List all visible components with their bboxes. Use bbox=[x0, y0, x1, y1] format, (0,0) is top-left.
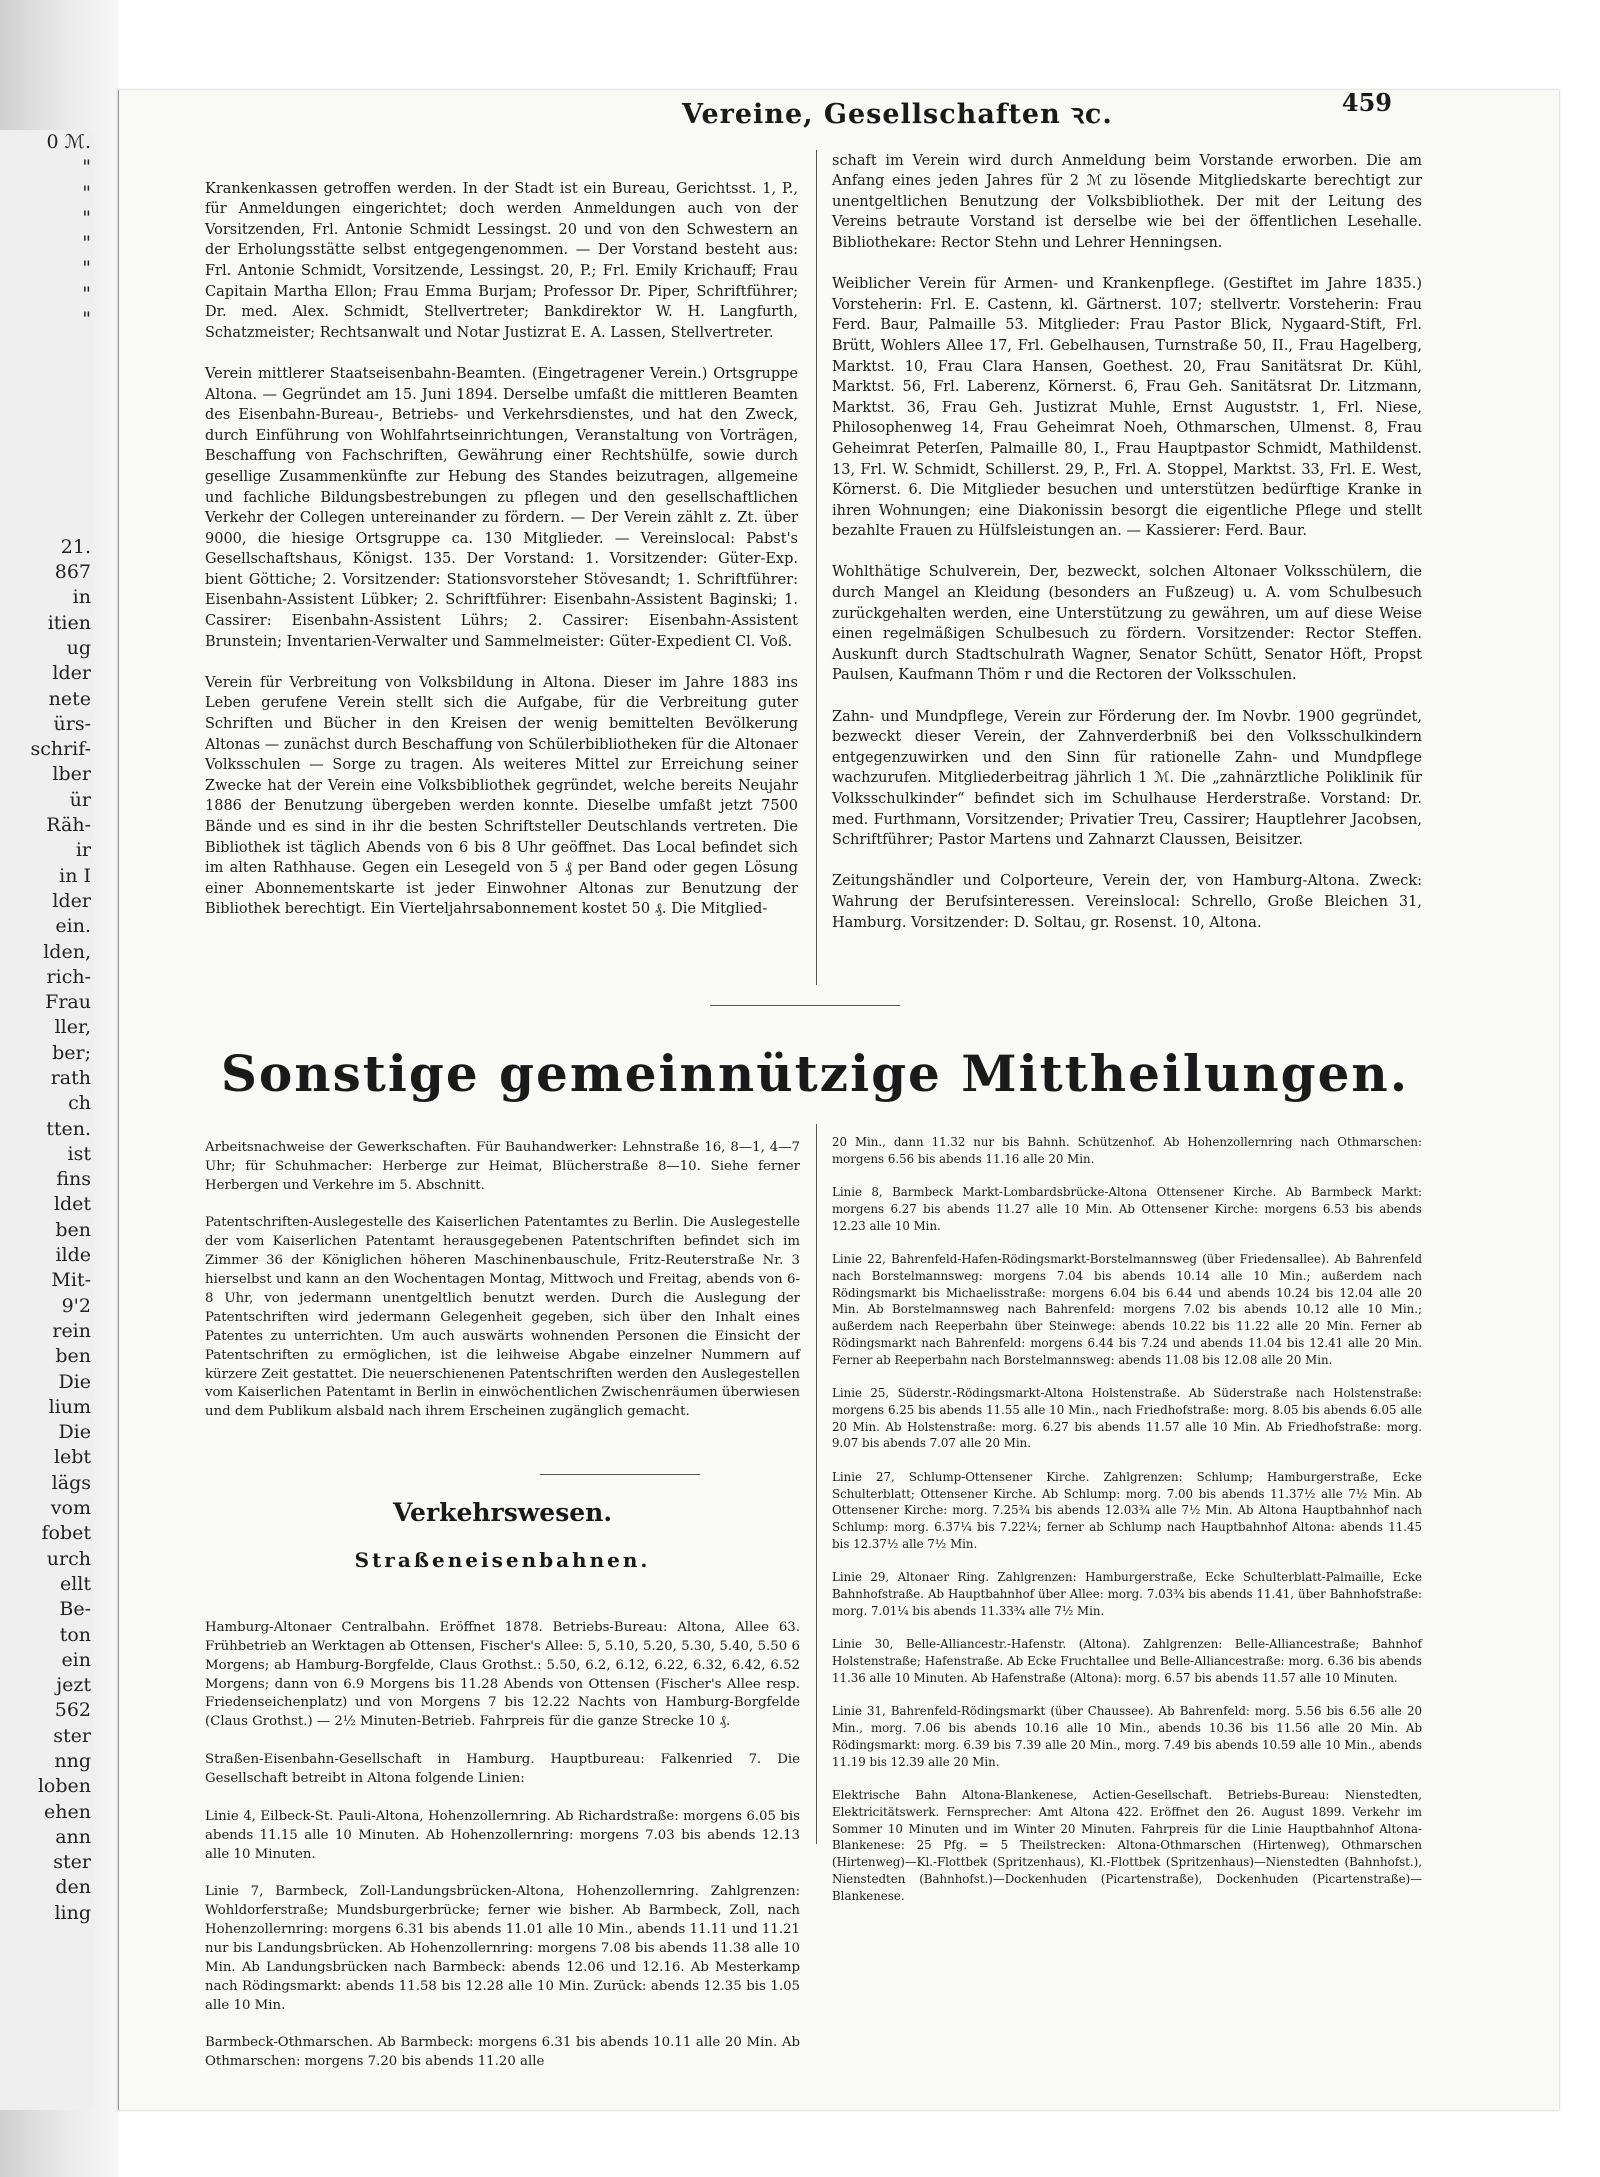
margin-fragment: ch bbox=[68, 1092, 91, 1115]
margin-fragment: ug bbox=[66, 636, 91, 659]
margin-fragment: ster bbox=[53, 1851, 91, 1874]
paragraph: Weiblicher Verein für Armen- und Krankenpflege. (Gestiftet im Jahre 1835.) Vorsteherin: Frl. E. Castenn, kl. Gärtnerst. 107; stellvertr. Vorsteherin: Frau Ferd. Baur, Palmaille 53. Mitglieder: Frau Pastor Blick, Nygaard-Stift, Frl. Brütt, Wohlers Allee 17, Frl. Gebelhausen, Turnstraße 50, II., Frau Hagelberg, Marktst. 10, Frau Clara Hansen, Goethest. 20, Frau Sanitätsrat Dr. Kühl, Marktst. 56, Frl. Laberenz, Körnerst. 6, Frau Geh. Sanitätsrat Dr. Litzmann, Marktst. 36, Frau Geh. Justizrat Muhle, Ernst Auguststr. 1, Frl. Niese, Philosophenweg 14, Frau Geheimrat Noeh, Othmarschen, Ulmenst. 8, Frau Geheimrat Peterſen, Palmaille 80, I., Frau Hauptpastor Schmidt, Mathildenst. 13, Frl. W. Schmidt, Schillerst. 29, P., Frl. A. Stoppel, Marktst. 33, Frl. E. West, Körnerst. 6. Die Mitglieder besuchen und unterstützen bedürftige Kranke in ihren Wohnungen; eine Diakonissin besorgt die eigentliche Pflege und stellt bezahlte Frauen zu Hülfsleistungen an. — Kassierer: Ferd. Baur. bbox=[832, 276, 1422, 540]
margin-fragment: Die bbox=[58, 1421, 91, 1444]
margin-fragment bbox=[0, 434, 95, 459]
margin-fragment: " bbox=[82, 206, 91, 229]
margin-fragment: " bbox=[82, 308, 91, 331]
column-mid-left bbox=[205, 1120, 800, 1441]
paragraph: 20 Min., dann 11.32 nur bis Bahnh. Schützenhof. Ab Hohenzollernring nach Othmarschen: morgens 6.56 bis abends 11.16 alle 20 Min. bbox=[832, 1134, 1422, 1166]
paragraph: Hamburg-Altonaer Centralbahn. Eröffnet 1878. Betriebs-Bureau: Altona, Allee 63. Frühbetrieb an Werktagen ab Ottensen, Fischer's Allee: 5, 5.10, 5.20, 5.30, 5.40, 5.50 6 Morgens; ab Hamburg-Borgfelde, Claus Grothst.: 5.50, 6.2, 6.12, 6.22, 6.32, 6.42, 6.52 Morgens; dann von 6.9 Morgens bis 11.28 Abends von Ottensen (Fischer's Allee resp. Friedenseichenplatz) und von Morgens 7 bis 12.22 Nachts von Hamburg-Borgfelde (Claus Grothst.) — 2½ Minuten-Betrieb. Fahrpreis für die ganze Strecke 10 ₰. bbox=[205, 1619, 800, 1730]
margin-fragment: tten. bbox=[46, 1117, 91, 1140]
margin-fragment: nete bbox=[48, 687, 91, 710]
column-divider bbox=[816, 150, 817, 985]
margin-fragment bbox=[0, 408, 95, 433]
column-top-right bbox=[832, 130, 1422, 954]
paragraph: Zeitungshändler und Colporteure, Verein der, von Hamburg-Altona. Zweck: Wahrung der Berufsinteressen. Vereinslocal: Schrello, Große Bleichen 31, Hamburg. Vorsitzender: D. Soltau, gr. Rosenst. 10, Altona. bbox=[832, 873, 1422, 931]
margin-fragment: rich- bbox=[46, 965, 91, 988]
margin-fragment: Mit- bbox=[51, 1269, 91, 1292]
margin-fragment: fins bbox=[56, 1168, 91, 1191]
paragraph: Elektrische Bahn Altona-Blankenese, Actien-Gesellschaft. Betriebs-Bureau: Nienstedten, Elektricitätswerk. Fernsprecher: Amt Altona 422. Eröffnet den 26. August 1899. Verkehr im Sommer 10 Minuten und im Winter 20 Minuten. Fahrpreis für die Linie Hauptbahnhof Altona-Blankenese: 25 Pfg. = 5 Theilstrecken: Altona-Othmarschen (Hirtenweg), Othmarschen (Hirtenweg)—Kl.-Flottbek (Spritzenhaus), Kl.-Flottbek (Spritzenhaus)—Nienstedten (Bahnhofst.), Nienstedten (Bahnhofst.)—Dockenhuden (Picartenstraße), Dockenhuden (Picartenstraße)—Blankenese. bbox=[832, 1788, 1422, 1903]
paragraph: schaft im Verein wird durch Anmeldung beim Vorstande erworben. Die am Anfang eines jeden Jahres für 2 ℳ zu lösende Mitgliedskarte berechtigt zur unentgeltlichen Benutzung der Volksbibliothek. Der mit der Leitung des Vereins betraute Vorstand ist derselbe wie bei der öffentlichen Lesehalle. Bibliothekare: Rector Stehn und Lehrer Henningsen. bbox=[832, 152, 1422, 251]
margin-fragment: nng bbox=[54, 1750, 91, 1772]
margin-fragment: vom bbox=[50, 1497, 91, 1520]
margin-fragment: ann bbox=[55, 1825, 91, 1848]
paragraph: Straßen-Eisenbahn-Gesellschaft in Hamburg. Hauptbureau: Falkenried 7. Die Gesellschaft betreibt in Altona folgende Linien: bbox=[205, 1752, 800, 1787]
paragraph: Barmbeck-Othmarschen. Ab Barmbeck: morgens 6.31 bis abends 10.11 alle 20 Min. Ab Othmarschen: morgens 7.20 bis abends 11.20 alle bbox=[205, 2035, 800, 2070]
margin-fragment: ist bbox=[67, 1142, 91, 1165]
margin-fragment: ilde bbox=[55, 1244, 91, 1267]
margin-fragment: " bbox=[82, 181, 91, 204]
paragraph: Linie 8, Barmbeck Markt-Lombardsbrücke-Altona Ottensener Kirche. Ab Barmbeck Markt: morgens 6.27 bis abends 11.27 alle 10 Min. Ab Ottensener Kirche: morgens 6.53 bis abends 12.23 alle 10 Min. bbox=[832, 1185, 1422, 1233]
page-number: 459 bbox=[1341, 88, 1392, 117]
margin-fragment: lber bbox=[52, 763, 91, 786]
margin-fragment: 21. bbox=[60, 535, 91, 558]
paragraph: Patentschriften-Auslegestelle des Kaiserlichen Patentamtes zu Berlin. Die Auslegestelle der vom Kaiserlichen Patentamt herausgegebenen Patentschriften befindet sich im Zimmer 36 der Königlichen höheren Maschinenbauschule, Fritz-Reuterstraße Nr. 3 hierselbst und kann an den Wochentagen Montag, Mittwoch und Freitag, abends von 6-8 Uhr, von jedermann unentgeltlich benutzt werden. Durch die Auslegung der Patentschriften wird jedermann Gelegenheit gegeben, sich über den Inhalt eines Patentes zu unterrichten. Um auch auswärts wohnenden Personen die Einsicht der Patentschriften zu ermöglichen, ist die leihweise Abgabe einzelner Nummern auf kürzere Zeit gestattet. Die neuerschienenen Patentschriften werden den Auslegestellen vom Kaiserlichen Patentamt in Berlin in einwöchentlichen Zwischenräumen überwiesen und dem Publikum alsbald nach ihrem Erscheinen zugänglich gemacht. bbox=[205, 1215, 800, 1420]
margin-fragment: ir bbox=[75, 839, 91, 862]
margin-fragment: lder bbox=[52, 889, 91, 912]
paragraph: Linie 7, Barmbeck, Zoll-Landungsbrücken-Altona, Hohenzollernring. Zahlgrenzen: Wohldorferstraße; Mundsburgerbrücke; ferner wie bisher. Ab Barmbeck, Zoll, nach Hohenzollernring: morgens 6.31 bis abends 11.01 alle 10 Min., abends 11.11 und 11.21 nur bis Landungsbrücken. Ab Hohenzollernring: morgens 7.08 bis abends 11.38 alle 10 Min. Ab Landungsbrücken nach Barmbeck: abends 12.06 und 12.16. Ab Mesterkamp nach Rödingsmarkt: abends 11.58 bis 12.28 alle 10 Min. Zurück: abends 12.35 bis 1.05 alle 10 Min. bbox=[205, 1884, 800, 2013]
margin-fragment: in I bbox=[59, 864, 91, 887]
margin-fragment: " bbox=[82, 282, 91, 305]
margin-fragment: 0 ℳ. bbox=[46, 131, 91, 153]
paragraph: Linie 4, Eilbeck-St. Pauli-Altona, Hohenzollernring. Ab Richardstraße: morgens 6.05 bis abends 11.15 alle 10 Minuten. Ab Hohenzollernring: morgens 7.03 bis abends 12.13 alle 10 Minuten. bbox=[205, 1808, 800, 1862]
column-bottom-left bbox=[205, 1600, 800, 2091]
margin-fragment: ton bbox=[59, 1623, 91, 1646]
margin-fragment: lägs bbox=[51, 1471, 91, 1494]
running-title: Vereine, Gesellschaften ꝛc. bbox=[682, 99, 1113, 130]
paragraph: Linie 27, Schlump-Ottensener Kirche. Zahlgrenzen: Schlump; Hamburgerstraße, Ecke Schulterblatt; Ottensener Kirche. Ab Schlump: morg. 7.00 bis abends 11.37½ alle 7½ Min. Ab Ottensener Kirche: morg. 7.25¾ bis abends 12.03¾ alle 7½ Min. Ab Altona Hauptbahnhof nach Schlump: morg. 6.37¼ bis 7.22¼; ferner ab Schlump nach Hauptbahnhof Altona: abends 11.45 bis 12.37½ alle 7½ Min. bbox=[832, 1469, 1422, 1551]
margin-fragment: ldet bbox=[53, 1193, 91, 1216]
column-bottom-right bbox=[832, 1117, 1422, 1921]
paragraph: Verein für Verbreitung von Volksbildung in Altona. Dieser im Jahre 1883 ins Leben gerufene Verein stellt sich die Aufgabe, für die Verbreitung guter Schriften und Bücher in den Kreisen der wenig bemittelten Bevölkerung Altonas — zunächst durch Beschaffung von Schülerbibliotheken für die Altonaer Volksschulen — Sorge zu tragen. Als weiteres Mittel zur Erreichung seiner Zwecke hat der Verein eine Volksbibliothek gegründet, welche bereits Neujahr 1886 der Benutzung übergeben werden konnte. Dieselbe umfaßt jetzt 7500 Bände und es sind in ihr die besten Schriftsteller Deutschlands vertreten. Die Bibliothek ist täglich Abends von 6 bis 8 Uhr geöffnet. Das Local befindet sich im alten Rathhause. Gegen ein Lesegeld von 5 ₰ per Band oder gegen Lösung einer Abonnementskarte ist jeder Einwohner Altonas zur Benutzung der Bibliothek berechtigt. Ein Vierteljahrsabonnement kostet 50 ₰. Die Mitglied- bbox=[205, 674, 798, 918]
margin-fragment: fobet bbox=[41, 1522, 91, 1545]
margin-fragment: den bbox=[55, 1876, 91, 1899]
margin-fragment: rein bbox=[52, 1319, 91, 1342]
margin-fragment: ller, bbox=[54, 1016, 91, 1039]
margin-fragment: ürs- bbox=[53, 712, 91, 735]
paragraph: Verein mittlerer Staatseisenbahn-Beamten. (Eingetragener Verein.) Ortsgruppe Altona. — Gegründet am 15. Juni 1894. Derselbe umfaßt die mittleren Beamten des Eisenbahn-Bureau-, Betriebs- und Verkehrsdienstes, und hat den Zweck, durch Einführung von Wohlfahrtseinrichtungen, Veranstaltung von Vorträgen, Beschaffung von Fachschriften, Gewährung einer Rechtshülfe, sowie durch gesellige Zusammenkünfte zur Hebung des Standes beizutragen, allgemeine und fachliche Bildungsbestrebungen zu pflegen und den gesellschaftlichen Verkehr der Collegen untereinander zu fördern. — Der Verein zählt z. Zt. über 9000, die hiesige Ortsgruppe ca. 130 Mitglieder. — Vereinslocal: Pabst's Gesellschaftshaus, Königst. 135. Der Vorstand: 1. Vorsitzender: Güter-Exp. bient Göttiche; 2. Vorsitzender: Stationsvorsteher Stövesandt; 1. Schriftführer: Eisenbahn-Assistent Lübker; 2. Schriftführer: Eisenbahn-Assistent Baginski; 1. Cassirer: Eisenbahn-Assistent Lührs; 2. Cassirer: Eisenbahn-Assistent Brunstein; Inventarien-Verwalter und Sammelmeister: Güter-Expedient Cl. Voß. bbox=[205, 365, 798, 650]
margin-fragment: ein bbox=[61, 1648, 91, 1671]
paragraph: Linie 31, Bahrenfeld-Rödingsmarkt (über Chaussee). Ab Bahrenfeld: morg. 5.56 bis 6.56 alle 20 Min., morg. 7.06 bis abends 10.16 alle 10 Min., abends 10.36 bis 11.56 alle 20 Min. Ab Rödingsmarkt: morg. 6.39 bis 7.39 alle 20 Min., morg. 7.49 bis abends 10.59 alle 10 Min., abends 11.19 bis 12.39 alle 20 Min. bbox=[832, 1704, 1422, 1769]
margin-fragment: Die bbox=[58, 1370, 91, 1393]
margin-fragment bbox=[0, 358, 95, 383]
margin-fragment: jezt bbox=[56, 1674, 91, 1697]
subsection-heading: Straßeneisenbahnen. bbox=[354, 1548, 651, 1572]
main-title: Sonstige gemeinnützige Mittheilungen. bbox=[220, 1044, 1410, 1103]
margin-fragment: ür bbox=[69, 788, 91, 811]
margin-fragment: ber; bbox=[52, 1041, 91, 1064]
margin-fragment bbox=[0, 459, 95, 484]
margin-fragment: rath bbox=[50, 1066, 91, 1089]
paragraph: Arbeitsnachweise der Gewerkschaften. Für Bauhandwerker: Lehnstraße 16, 8—1, 4—7 Uhr; für Schuhmacher: Herberge zur Heimat, Blücherstraße 8—10. Siehe ferner Herbergen und Verkehre im 5. Abschnitt. bbox=[205, 1139, 800, 1193]
margin-fragment: 562 bbox=[54, 1699, 91, 1722]
margin-fragment: loben bbox=[37, 1775, 91, 1798]
margin-fragment: itien bbox=[47, 611, 91, 634]
margin-fragment: lder bbox=[52, 662, 91, 685]
margin-fragment: Be- bbox=[59, 1598, 91, 1621]
margin-fragment: Räh- bbox=[46, 814, 91, 837]
page-header bbox=[122, 88, 1392, 132]
section-divider bbox=[710, 1005, 900, 1006]
margin-fragment: Frau bbox=[45, 991, 91, 1014]
margin-fragment bbox=[0, 332, 95, 357]
column-top-left bbox=[205, 158, 798, 941]
margin-fragment bbox=[0, 509, 95, 534]
margin-fragment: ling bbox=[54, 1901, 91, 1924]
paragraph: Krankenkassen getroffen werden. In der Stadt ist ein Bureau, Gerichtsst. 1, P., für Anmeldungen eingerichtet; doch werden Anmeldungen auch von der Vorsitzenden, Frl. Antonie Schmidt Lessingst. 20 und von den Schwestern an der Erholungsstätte selbst entgegengenommen. — Der Vorstand besteht aus: Frl. Antonie Schmidt, Vorsitzende, Lessingst. 20, P.; Frl. Emily Krichauff; Frau Capitain Martha Ellon; Frau Emma Burjam; Professor Dr. Piper, Schriftführer; Dr. med. Alex. Schmidt, Stellvertreter; Bankdirektor W. H. Langfurth, Schatzmeister; Rechtsanwalt und Notar Justizrat E. A. Lassen, Stellvertreter. bbox=[205, 180, 798, 341]
margin-fragment: 867 bbox=[54, 561, 91, 584]
column-divider bbox=[816, 1124, 817, 1844]
margin-fragment: " bbox=[82, 232, 91, 255]
margin-fragment bbox=[0, 383, 95, 408]
margin-fragment: ben bbox=[55, 1345, 91, 1368]
margin-fragment: lebt bbox=[53, 1446, 91, 1469]
paragraph: Linie 25, Süderstr.-Rödingsmarkt-Altona Holstenstraße. Ab Süderstraße nach Holstenstraße: morgens 6.25 bis abends 11.55 alle 10 Min., nach Friedhofstraße: morg. 8.05 bis abends 6.05 alle 20 Min. Ab Holstenstraße: morg. 6.27 bis abends 11.57 alle 10 Min. Ab Friedhofstraße: morg. 9.07 bis abends 7.07 alle 20 Min. bbox=[832, 1386, 1422, 1451]
paragraph: Linie 30, Belle-Alliancestr.-Hafenstr. (Altona). Zahlgrenzen: Belle-Alliancestraße; Bahnhof Holstenstraße; Hafenstraße. Ab Ecke Fruchtallee und Belle-Alliancestraße: morg. 6.36 bis abends 11.36 alle 10 Minuten. Ab Hafenstraße (Altona): morg. 6.57 bis abends 11.57 alle 10 Minuten. bbox=[832, 1637, 1422, 1685]
margin-fragment bbox=[0, 484, 95, 509]
margin-fragment: ein. bbox=[55, 915, 91, 938]
margin-fragment: in bbox=[72, 586, 91, 609]
margin-fragment: " bbox=[82, 257, 91, 280]
margin-fragment: ellt bbox=[59, 1572, 91, 1595]
section-divider bbox=[540, 1474, 700, 1475]
paragraph: Linie 22, Bahrenfeld-Hafen-Rödingsmarkt-Borstelmannsweg (über Friedensallee). Ab Bahrenfeld nach Borstelmannsweg: morgens 7.04 bis abends 10.14 alle 10 Min.; außerdem nach Rödingsmarkt bis Michaelisstraße: morgens 6.04 bis 6.44 und abends 10.24 bis 12.04 alle 20 Min. Ab Borstelmannsweg nach Bahrenfeld: morgens 7.02 bis abends 10.12 alle 10 Min.; außerdem nach Reeperbahn über Steinwege: abends 10.22 bis 11.22 alle 20 Min. Ferner ab Rödingsmarkt nach Bahrenfeld: morgens 6.44 bis 7.24 und abends 11.04 bis 12.41 alle 20 Min. Ferner ab Reeperbahn nach Borstelmannsweg: abends 11.08 bis 12.08 alle 20 Min. bbox=[832, 1252, 1422, 1367]
margin-fragment: " bbox=[82, 156, 91, 179]
paragraph: Wohlthätige Schulverein, Der, bezweckt, solchen Altonaer Volksschülern, die durch Mangel an Kleidung (besonders an Fußzeug) u. A. vom Schulbesuch zurückgehalten werden, eine Unterstützung zu gewähren, um auf diese Weise einen regelmäßigen Schulbesuch zu fördern. Vorsitzender: Rector Steffen. Auskunft durch Stadtschulrath Wagner, Senator Schütt, Senator Höft, Propst Paulsen, Kaufmann Thöm r und die Rectoren der Volksschulen. bbox=[832, 564, 1422, 684]
paragraph: Linie 29, Altonaer Ring. Zahlgrenzen: Hamburgerstraße, Ecke Schulterblatt-Palmaille, Ecke Bahnhofstraße. Ab Hauptbahnhof über Allee: morg. 7.03¾ bis abends 11.41, über Bahnhofstraße: morg. 7.01¼ bis abends 11.33¾ alle 7½ Min. bbox=[832, 1570, 1422, 1618]
margin-fragment: ben bbox=[55, 1218, 91, 1241]
facing-page-margin bbox=[0, 130, 95, 2110]
section-heading: Verkehrswesen. bbox=[392, 1498, 613, 1527]
margin-fragment: urch bbox=[46, 1547, 91, 1570]
margin-fragment: ehen bbox=[44, 1800, 91, 1823]
margin-fragment: lium bbox=[48, 1395, 91, 1418]
margin-fragment: 9'2 bbox=[61, 1294, 91, 1317]
margin-fragment: lden, bbox=[43, 940, 91, 963]
margin-fragment: schrif- bbox=[30, 738, 91, 761]
margin-fragment: ster bbox=[53, 1724, 91, 1747]
paragraph: Zahn- und Mundpflege, Verein zur Förderung der. Im Novbr. 1900 gegründet, bezweckt dieser Verein, der Zahnverderbniß bei den Volksschulkindern entgegenzuwirken und den Sinn für rationelle Zahn- und Mundpflege wachzurufen. Mitgliederbeitrag jährlich 1 ℳ. Die „zahnärztliche Poliklinik für Volksschulkinder“ befindet sich im Schulhause Herderstraße. Vorstand: Dr. med. Furthmann, Vorsitzender; Privatier Treu, Cassirer; Hauptlehrer Jacobsen, Schriftführer; Pastor Martens und Zahnarzt Claussen, Beisitzer. bbox=[832, 708, 1422, 849]
